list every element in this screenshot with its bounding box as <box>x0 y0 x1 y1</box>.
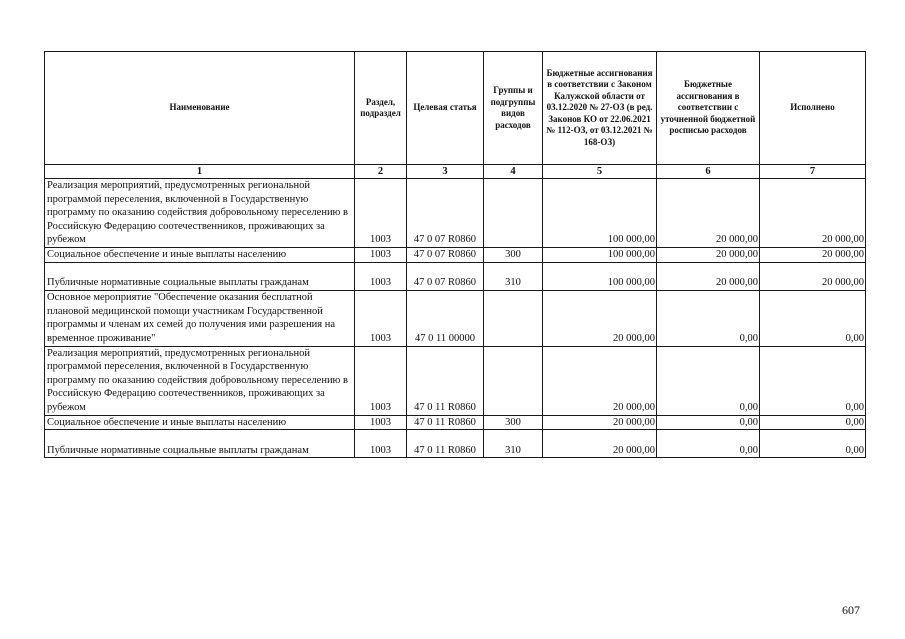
table-row <box>45 290 866 346</box>
row-allocation-revised: 20 000,00 <box>657 262 760 290</box>
row-name: Социальное обеспечение и иные выплаты населению <box>45 415 355 430</box>
row-executed: 20 000,00 <box>760 179 866 248</box>
header-groups: Группы и подгруппы видов расходов <box>484 52 543 165</box>
row-target: 47 0 07 R0860 <box>407 248 484 263</box>
header-allocation-revised: Бюджетные ассигнования в соответствии с уточненной бюджетной росписью расходов <box>657 52 760 165</box>
row-section: 1003 <box>355 430 407 458</box>
page-number: 607 <box>842 603 860 617</box>
row-name: Публичные нормативные социальные выплаты гражданам <box>45 430 355 458</box>
header-section: Раздел, подраздел <box>355 52 407 165</box>
header-target: Целевая статья <box>407 52 484 165</box>
row-allocation-law: 20 000,00 <box>543 430 657 458</box>
column-number: 6 <box>657 165 760 179</box>
row-executed: 0,00 <box>760 430 866 458</box>
row-target: 47 0 11 00000 <box>407 290 484 346</box>
row-allocation-law: 100 000,00 <box>543 248 657 263</box>
column-number: 2 <box>355 165 407 179</box>
row-group <box>484 346 543 415</box>
row-name: Социальное обеспечение и иные выплаты населению <box>45 248 355 263</box>
row-section: 1003 <box>355 346 407 415</box>
header-row <box>45 52 866 165</box>
row-name: Реализация мероприятий, предусмотренных региональной программой переселения, включенной в Государственную программу по оказанию содействия добровольному переселению в Российскую Федерацию соотечественников, проживающих за рубежом <box>45 346 355 415</box>
header-allocation-law: Бюджетные ассигнования в соответствии с Законом Калужской области от 03.12.2020 № 27-ОЗ (в ред. Законов КО от 22.06.2021 № 112-ОЗ, от 03.12.2021 № 168-ОЗ) <box>543 52 657 165</box>
table-row <box>45 415 866 430</box>
row-allocation-law: 100 000,00 <box>543 262 657 290</box>
row-allocation-revised: 20 000,00 <box>657 248 760 263</box>
row-executed: 20 000,00 <box>760 248 866 263</box>
row-group: 310 <box>484 430 543 458</box>
header-name: Наименование <box>45 52 355 165</box>
row-allocation-law: 20 000,00 <box>543 290 657 346</box>
row-name: Реализация мероприятий, предусмотренных региональной программой переселения, включенной в Государственную программу по оказанию содействия добровольному переселению в Российскую Федерацию соотечественников, проживающих за рубежом <box>45 179 355 248</box>
column-number-row <box>45 165 866 179</box>
row-allocation-law: 20 000,00 <box>543 415 657 430</box>
row-group: 310 <box>484 262 543 290</box>
column-number: 1 <box>45 165 355 179</box>
budget-table <box>44 51 866 458</box>
column-number: 4 <box>484 165 543 179</box>
row-allocation-law: 20 000,00 <box>543 346 657 415</box>
row-group: 300 <box>484 248 543 263</box>
row-name: Публичные нормативные социальные выплаты гражданам <box>45 262 355 290</box>
row-section: 1003 <box>355 290 407 346</box>
row-section: 1003 <box>355 179 407 248</box>
row-executed: 0,00 <box>760 290 866 346</box>
row-name: Основное мероприятие "Обеспечение оказания бесплатной плановой медицинской помощи участникам Государственной программы и членам их семей до получения ими разрешения на временное проживание" <box>45 290 355 346</box>
row-executed: 0,00 <box>760 346 866 415</box>
column-number: 3 <box>407 165 484 179</box>
row-target: 47 0 11 R0860 <box>407 430 484 458</box>
row-target: 47 0 07 R0860 <box>407 262 484 290</box>
header-executed: Исполнено <box>760 52 866 165</box>
column-number: 7 <box>760 165 866 179</box>
row-allocation-revised: 0,00 <box>657 415 760 430</box>
row-allocation-revised: 0,00 <box>657 346 760 415</box>
table-row <box>45 346 866 415</box>
table-row <box>45 430 866 458</box>
row-group: 300 <box>484 415 543 430</box>
table-row <box>45 248 866 263</box>
row-allocation-revised: 20 000,00 <box>657 179 760 248</box>
row-target: 47 0 11 R0860 <box>407 415 484 430</box>
row-target: 47 0 07 R0860 <box>407 179 484 248</box>
row-executed: 0,00 <box>760 415 866 430</box>
row-allocation-revised: 0,00 <box>657 430 760 458</box>
row-group <box>484 290 543 346</box>
row-allocation-law: 100 000,00 <box>543 179 657 248</box>
row-allocation-revised: 0,00 <box>657 290 760 346</box>
row-section: 1003 <box>355 415 407 430</box>
row-section: 1003 <box>355 248 407 263</box>
row-executed: 20 000,00 <box>760 262 866 290</box>
row-section: 1003 <box>355 262 407 290</box>
column-number: 5 <box>543 165 657 179</box>
table-row <box>45 262 866 290</box>
table-row <box>45 179 866 248</box>
row-group <box>484 179 543 248</box>
row-target: 47 0 11 R0860 <box>407 346 484 415</box>
